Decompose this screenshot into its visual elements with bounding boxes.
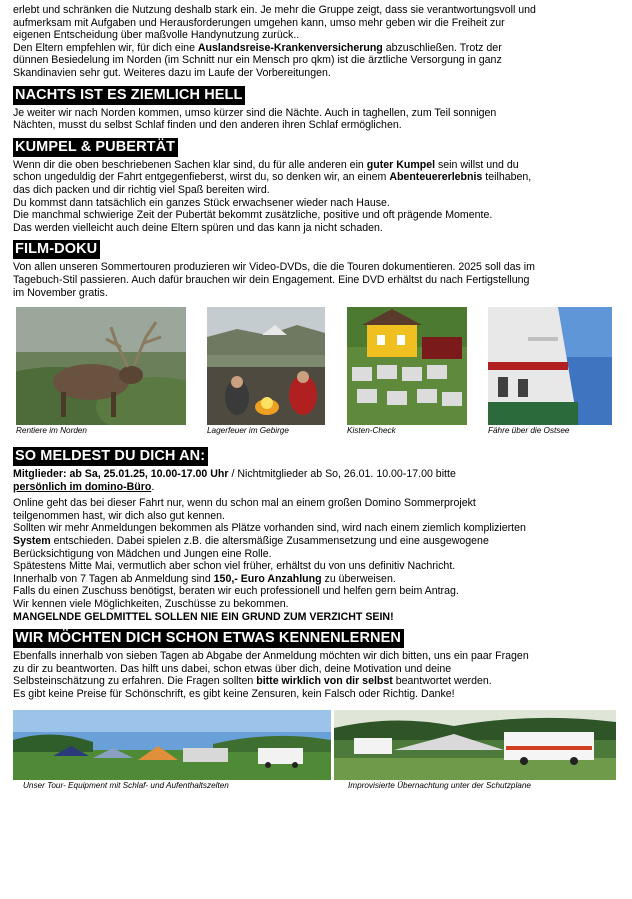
intro-line: erlebt und schränken die Nutzung deshalb stark ein. Je mehr die Gruppe zeigt, dass sie verantwortungsvoll und (13, 4, 536, 16)
text-bold: Abenteuererlebnis (389, 171, 483, 184)
photo-caption: Rentiere im Norden (16, 426, 87, 436)
text-run: . (151, 480, 155, 493)
photo-equipment (13, 710, 331, 791)
intro-section (13, 4, 623, 80)
text-bold: bitte wirklich von dir selbst (256, 675, 393, 688)
photo-caption: Lagerfeuer im Gebirge (207, 426, 289, 436)
tarp-image (334, 710, 616, 780)
text-run: Innerhalb von 7 Tagen ab Anmeldung sind (13, 572, 214, 585)
anmelden-line (13, 468, 623, 481)
photo-caption: Kisten-Check (347, 426, 396, 436)
anmelden-line (13, 611, 623, 624)
text-bold: System (13, 535, 51, 548)
anmelden-line: Online geht das bei dieser Fahrt nur, wenn du schon mal an einem großen Domino Sommerprojekt (13, 497, 476, 510)
photo-tarp (334, 710, 616, 791)
kumpel-line: das dich packen und dir richtig viel Spaß bereiten wird. (13, 183, 270, 196)
text-run: zu überweisen. (321, 572, 396, 585)
equipment-image (13, 710, 331, 780)
text-run: sein willst und du (435, 158, 519, 171)
kumpel-line: Du kommst dann tatsächlich ein ganzes Stück erwachsener wieder nach Hause. (13, 196, 390, 209)
heading-kumpel: KUMPEL & PUBERTÄT (13, 138, 178, 157)
photo-caption: Unser Tour- Equipment mit Schlaf- und Aufenthaltszelten (23, 780, 229, 790)
photo-ferry (488, 307, 612, 436)
kumpel-line: Die manchmal schwierige Zeit der Pubertät bekommt zusätzliche, positive und oft prägende Momente. (13, 209, 493, 222)
photo-reindeer (16, 307, 186, 436)
anmelden-line: teilgenommen hast, wir dich also gut kennen. (13, 509, 225, 522)
text-run: abzuschließen. Trotz der (382, 41, 502, 54)
photo-row-top (13, 307, 623, 439)
ferry-image (488, 307, 612, 425)
boxes-image (347, 307, 467, 425)
heading-film: FILM-DOKU (13, 240, 100, 259)
intro-line: eigenen Entscheidung über maßvolle Handynutzung zurück.. (13, 29, 300, 42)
film-line: im November gratis. (13, 286, 108, 299)
text-run: entschieden. Dabei spielen z.B. die altersmäßige Zusammensetzung und eine ausgewogene (50, 535, 489, 548)
photo-boxes (347, 307, 467, 436)
kennen-line: Ebenfalls innerhalb von sieben Tagen ab Abgabe der Anmeldung möchten wir dich bitten, uns ein paar Fragen (13, 650, 529, 663)
anmelden-line: Spätestens Mitte Mai, vermutlich aber schon viel früher, erhältst du von uns definitiv Nachricht. (13, 560, 456, 573)
text-run: Selbsteinschätzung zu erfahren. Die Fragen sollten (13, 675, 257, 688)
photo-campfire (207, 307, 325, 436)
kumpel-line (13, 159, 623, 172)
office-note: persönlich im domino-Büro (13, 480, 152, 493)
film-line: Tagebuch-Stil passieren. Auch dafür brauchen wir dein Engagement. Eine DVD erhältst du nach Fertigstellung (13, 273, 530, 286)
deposit-amount: 150,- Euro Anzahlung (213, 572, 322, 585)
kumpel-line: Das werden vielleicht auch deine Eltern spüren und das kann ja nicht schaden. (13, 221, 383, 234)
photo-caption: Fähre über die Ostsee (488, 426, 570, 436)
intro-line: aufmerksam mit Aufgaben und Herausforderungen umgehen kann, umso mehr geben wir die Freiheit zur (13, 16, 505, 29)
photo-caption: Improvisierte Übernachtung unter der Schutzplane (348, 780, 531, 790)
film-line: Von allen unseren Sommertouren produzieren wir Video-DVDs, die die Touren dokumentieren. 2025 soll das im (13, 261, 535, 274)
kennen-line (13, 675, 623, 688)
intro-line: dünnen Besiedelung im Norden (im Schnitt nur ein Mensch pro qkm) ist die ärztliche Versorgung in ganz (13, 54, 502, 67)
anmelden-line: Sollten wir mehr Anmeldungen bekommen als Plätze vorhanden sind, wird nach einem ziemlich komplizierten (13, 522, 526, 535)
heading-nachts: NACHTS IST ES ZIEMLICH HELL (13, 86, 245, 105)
heading-kennenlernen: WIR MÖCHTEN DICH SCHON ETWAS KENNENLERNEN (13, 629, 404, 648)
document-page (13, 4, 623, 798)
nachts-line: Je weiter wir nach Norden kommen, umso kürzer sind die Nächte. Auch in taghellen, zum Teil sonnigen (13, 106, 497, 119)
anmelden-line (13, 535, 623, 548)
kennen-line: Es gibt keine Preise für Schönschrift, es gibt keine Zensuren, kein Falsch oder Richtig. Danke! (13, 688, 455, 700)
text-run: teilhaben, (482, 171, 532, 184)
anmelden-line: Berücksichtigung von Mädchen und Jungen eine Rolle. (13, 547, 272, 560)
anmelden-line: Falls du einen Zuschuss benötigst, beraten wir euch professionell und helfen gern beim Antrag. (13, 585, 459, 598)
kumpel-line (13, 171, 623, 184)
anmelden-line (13, 481, 623, 494)
heading-anmelden: SO MELDEST DU DICH AN: (13, 447, 208, 466)
text-run: Wenn dir die oben beschriebenen Sachen klar sind, du für alle anderen ein (13, 158, 367, 171)
text-run: / Nichtmitglieder ab So, 26.01. 10.00-17.00 bitte (228, 468, 456, 481)
funding-note: MANGELNDE GELDMITTEL SOLLEN NIE EIN GRUND ZUM VERZICHT SEIN! (13, 610, 394, 623)
intro-line (13, 42, 623, 55)
text-run: beantwortet werden. (392, 675, 492, 688)
text-run: schon ungeduldig der Fahrt entgegenfieberst, wirst du, so denken wir, an einem (13, 171, 390, 184)
text-run: Den Eltern empfehlen wir, für dich eine (13, 41, 198, 54)
member-date: Mitglieder: ab Sa, 25.01.25, 10.00-17.00 Uhr (13, 468, 229, 481)
anmelden-line: Wir kennen viele Möglichkeiten, Zuschüsse zu bekommen. (13, 598, 289, 611)
intro-line: Skandinavien sehr gut. Weiteres dazu im Laufe der Vorbereitungen. (13, 66, 331, 79)
anmelden-line (13, 573, 623, 586)
reindeer-image (16, 307, 186, 425)
photo-row-bottom (13, 710, 623, 798)
insurance-highlight: Auslandsreise-Krankenversicherung (197, 41, 383, 54)
text-bold: guter Kumpel (366, 158, 436, 171)
nachts-line: Nächten, musst du selbst Schlaf finden und den anderen ihren Schlaf ermöglichen. (13, 119, 402, 132)
campfire-image (207, 307, 325, 425)
kennen-line: zu dir zu beantworten. Das hilft uns dabei, schon etwas über dich, deine Motivation und deine (13, 662, 452, 675)
